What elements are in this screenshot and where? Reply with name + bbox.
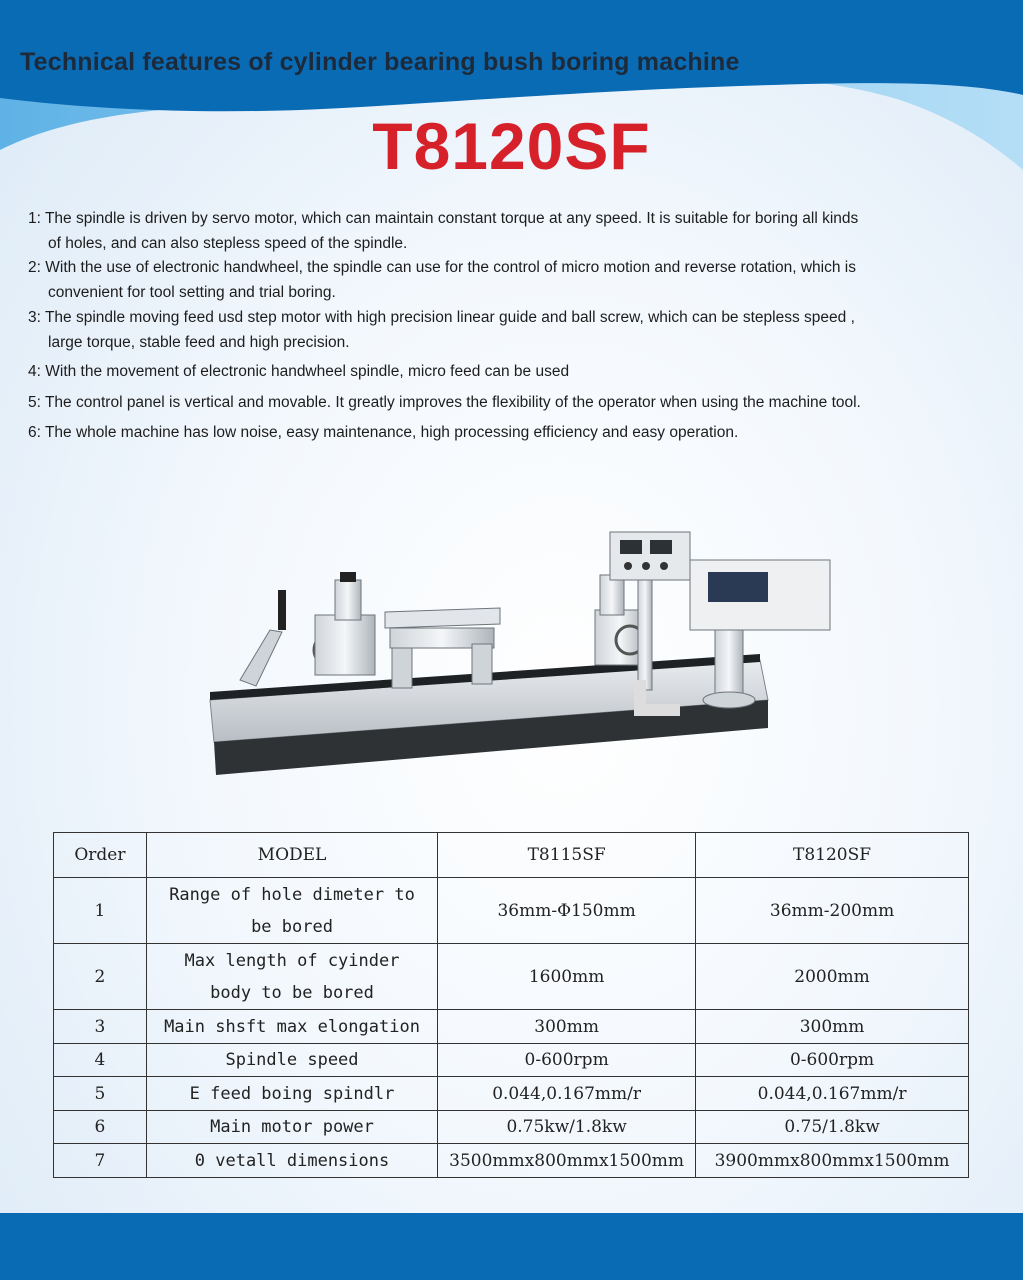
feature-text: The whole machine has low noise, easy maintenance, high processing efficiency and easy operation. — [44, 424, 739, 441]
model-cell: E feed boing spindlr — [146, 1077, 437, 1111]
feature-text-continued: large torque, stable feed and high precision. — [48, 334, 350, 351]
header-t8120sf: T8120SF — [696, 833, 969, 878]
t8120-cell: 0.75/1.8kw — [696, 1111, 969, 1144]
feature-number: 3: — [28, 309, 41, 326]
feature-number: 6: — [28, 424, 41, 441]
table-row — [54, 1077, 969, 1111]
boring-machine-photo — [200, 520, 840, 790]
order-cell: 5 — [54, 1077, 147, 1111]
t8115-cell: 0.044,0.167mm/r — [438, 1077, 696, 1111]
t8115-cell: 36mm-Φ150mm — [438, 878, 696, 944]
header-model: MODEL — [146, 833, 437, 878]
t8115-cell: 0-600rpm — [438, 1044, 696, 1077]
t8120-cell: 0.044,0.167mm/r — [696, 1077, 969, 1111]
table-row — [54, 1144, 969, 1178]
order-cell: 3 — [54, 1010, 147, 1044]
t8120-cell: 2000mm — [696, 944, 969, 1010]
spec-table — [53, 832, 969, 1178]
table-row — [54, 1044, 969, 1077]
feature-item — [28, 420, 1003, 445]
feature-text-continued: of holes, and can also stepless speed of the spindle. — [48, 235, 408, 252]
model-cell — [146, 878, 437, 944]
t8115-cell: 1600mm — [438, 944, 696, 1010]
model-line: Max length of cyinder — [184, 950, 400, 971]
feature-item — [28, 359, 1003, 384]
model-cell: Main shsft max elongation — [146, 1010, 437, 1044]
model-cell: 0 vetall dimensions — [146, 1144, 437, 1178]
t8115-cell: 3500mmx800mmx1500mm — [438, 1144, 696, 1178]
order-cell: 6 — [54, 1111, 147, 1144]
model-line: body to be bored — [210, 982, 374, 1003]
page-title: Technical features of cylinder bearing bush boring machine — [20, 48, 740, 76]
feature-item — [28, 390, 1003, 415]
feature-text: With the use of electronic handwheel, the spindle can use for the control of micro motion and reverse rotation, which is — [45, 259, 856, 276]
feature-item — [28, 305, 1003, 355]
feature-text: With the movement of electronic handwheel spindle, micro feed can be used — [45, 363, 570, 380]
t8115-cell: 300mm — [438, 1010, 696, 1044]
feature-item — [28, 255, 1003, 305]
feature-text: The spindle moving feed usd step motor with high precision linear guide and ball screw, which can be stepless speed , — [44, 309, 855, 326]
feature-number: 1: — [28, 210, 41, 227]
t8120-cell: 36mm-200mm — [696, 878, 969, 944]
t8120-cell: 3900mmx800mmx1500mm — [696, 1144, 969, 1178]
model-line: Range of hole dimeter to — [169, 884, 415, 905]
feature-item — [28, 206, 1003, 256]
model-cell: Main motor power — [146, 1111, 437, 1144]
order-cell: 2 — [54, 944, 147, 1010]
model-line: be bored — [251, 916, 333, 937]
t8120-cell: 0-600rpm — [696, 1044, 969, 1077]
order-cell: 7 — [54, 1144, 147, 1178]
feature-text-continued: convenient for tool setting and trial boring. — [48, 284, 336, 301]
t8115-cell: 0.75kw/1.8kw — [438, 1111, 696, 1144]
table-row — [54, 944, 969, 1010]
table-header-row — [54, 833, 969, 878]
feature-text: The control panel is vertical and movable. It greatly improves the flexibility of the operator when using the machine tool. — [44, 394, 861, 411]
feature-number: 4: — [28, 363, 41, 380]
footer-band — [0, 1213, 1023, 1280]
table-row — [54, 878, 969, 944]
model-cell — [146, 944, 437, 1010]
feature-text: The spindle is driven by servo motor, which can maintain constant torque at any speed. It is suitable for boring all kinds — [44, 210, 859, 227]
order-cell: 4 — [54, 1044, 147, 1077]
feature-number: 5: — [28, 394, 41, 411]
model-cell: Spindle speed — [146, 1044, 437, 1077]
order-cell: 1 — [54, 878, 147, 944]
table-row — [54, 1010, 969, 1044]
header-t8115sf: T8115SF — [438, 833, 696, 878]
t8120-cell: 300mm — [696, 1010, 969, 1044]
table-row — [54, 1111, 969, 1144]
model-heading: T8120SF — [372, 109, 651, 183]
feature-number: 2: — [28, 259, 41, 276]
header-order: Order — [54, 833, 147, 878]
